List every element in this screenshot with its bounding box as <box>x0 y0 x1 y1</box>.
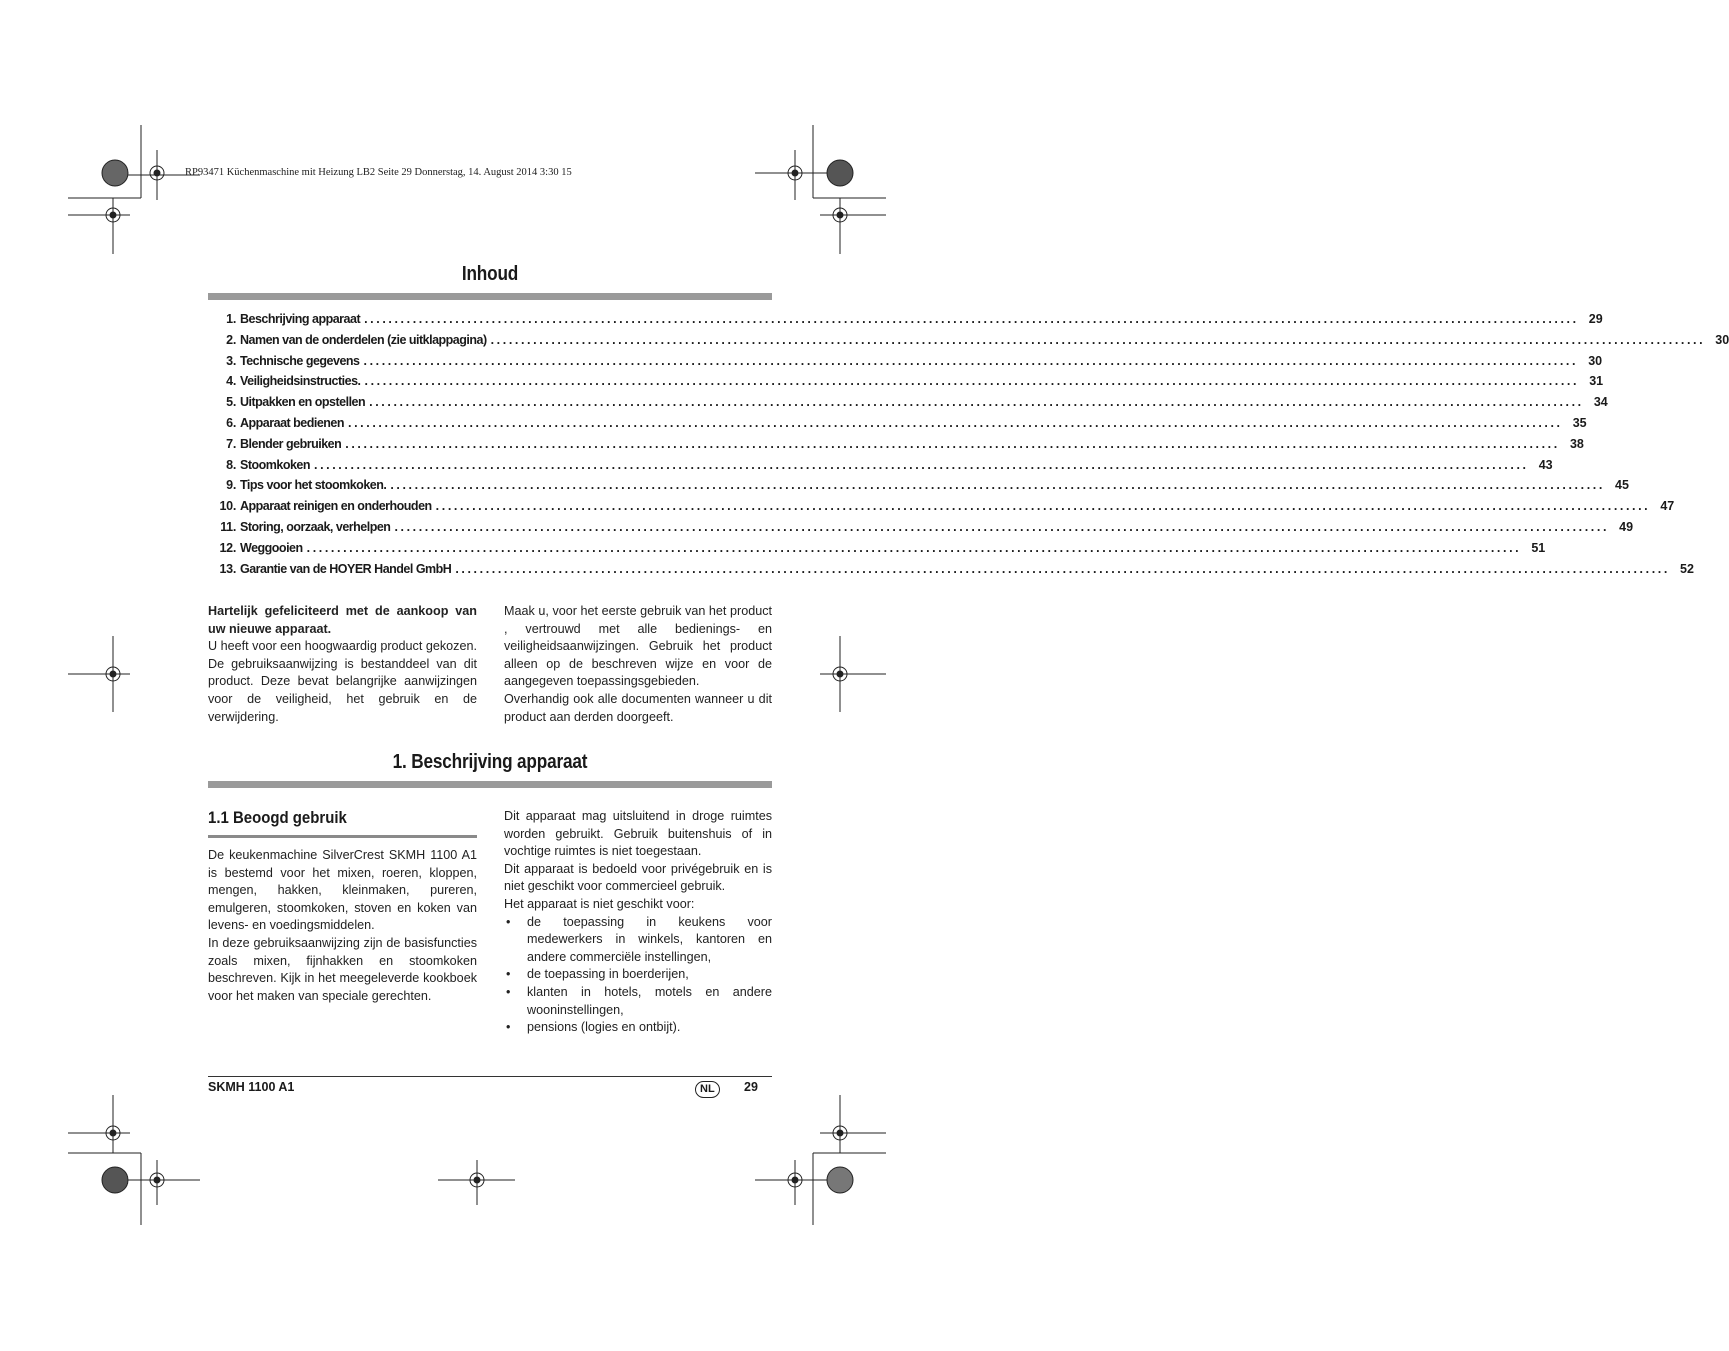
toc-title: Namen van de onderdelen (zie uitklappagina) <box>240 332 487 347</box>
toc-number: 13. <box>219 561 236 576</box>
section-left-column <box>208 847 477 1005</box>
toc-page-number: 31 <box>1589 374 1604 389</box>
intro-right-text-1: Maak u, voor het eerste gebruik van het product , vertrouwd met alle bedienings- en veiligheidsaanwijzingen. Gebruik het product alleen op de beschreven wijze en voor de aangegeven toepassingsgebieden. <box>504 604 772 689</box>
toc-number: 8. <box>226 457 236 472</box>
toc-leader-dots: ........................................................................................................................................................................................................ <box>306 540 1522 555</box>
toc-page-number: 49 <box>1619 519 1634 534</box>
toc-title: Veiligheidsinstructies. <box>240 374 361 389</box>
usage-exclusion-list <box>504 914 772 1037</box>
toc-entry <box>208 436 1584 458</box>
toc-title: Uitpakken en opstellen <box>240 395 366 410</box>
toc-entry <box>208 312 1603 333</box>
toc-title: Garantie van de HOYER Handel GmbH <box>240 561 452 576</box>
toc-page-number: 29 <box>1588 312 1603 326</box>
toc-entry <box>208 519 1634 541</box>
toc-number: 11. <box>220 519 236 534</box>
toc-leader-dots: ........................................................................................................................................................................................................ <box>314 457 1529 472</box>
toc-entry <box>208 353 1603 375</box>
intro-left-text: U heeft voor een hoogwaardig product gekozen. De gebruiksaanwijzing is bestanddeel van dit product. Deze bevat belangrijke aanwijzingen voor de veiligheid, het gebruik en de verwijdering. <box>208 639 477 724</box>
list-item: • de toepassing in keukens voor medewerkers in winkels, kantoren en andere commerciële instellingen, <box>504 914 772 967</box>
toc-page-number: 38 <box>1569 436 1584 451</box>
toc-page-number: 51 <box>1531 540 1546 555</box>
toc-number: 2. <box>226 332 236 347</box>
toc-entry <box>208 499 1675 520</box>
toc-leader-dots: ........................................................................................................................................................................................................ <box>369 395 1584 410</box>
subsection-rule <box>208 835 477 838</box>
toc-entry <box>208 457 1553 479</box>
intro-right-column <box>504 603 772 726</box>
toc-title: Beschrijving apparaat <box>240 312 361 326</box>
toc-entry <box>208 478 1629 499</box>
section-right-column <box>504 808 772 1037</box>
toc-number: 7. <box>226 436 236 451</box>
toc-page-number: 35 <box>1572 415 1587 430</box>
intro-lead: Hartelijk gefeliciteerd met de aankoop van uw nieuwe apparaat. <box>208 604 477 636</box>
toc-page-number: 43 <box>1538 457 1553 472</box>
toc-entry <box>208 374 1604 395</box>
title-bar <box>208 293 772 300</box>
toc-page-number: 47 <box>1660 499 1675 514</box>
toc-number: 10. <box>219 499 236 514</box>
toc-page-number: 30 <box>1588 353 1603 368</box>
toc-page-number: 52 <box>1680 561 1694 576</box>
toc-leader-dots: ........................................................................................................................................................................................................ <box>490 332 1706 347</box>
toc-title: Blender gebruiken <box>240 436 342 451</box>
toc-entry <box>208 561 1694 583</box>
toc-title: Storing, oorzaak, verhelpen <box>240 519 391 534</box>
section-right-text-1: Dit apparaat mag uitsluitend in droge ruimtes worden gebruikt. Gebruik buitenshuis of in vochtige ruimtes is niet toegestaan. <box>504 809 772 859</box>
list-item: • pensions (logies en ontbijt). <box>504 1019 772 1037</box>
list-item: • de toepassing in boerderijen, <box>504 966 772 984</box>
toc-entry <box>208 395 1608 416</box>
toc-number: 4. <box>226 374 236 389</box>
toc-leader-dots: ........................................................................................................................................................................................................ <box>394 519 1610 534</box>
toc-leader-dots: ........................................................................................................................................................................................................ <box>390 478 1605 493</box>
toc-title: Stoomkoken <box>240 457 311 472</box>
toc-number: 3. <box>226 353 236 368</box>
print-slug-line: RP93471 Küchenmaschine mit Heizung LB2 Seite 29 Donnerstag, 14. August 2014 3:30 15 <box>185 167 572 178</box>
table-of-contents <box>208 312 1729 582</box>
toc-leader-dots: ........................................................................................................................................................................................................ <box>363 353 1579 368</box>
subsection-title: 1.1 Beoogd gebruik <box>208 808 347 827</box>
toc-entry <box>208 415 1587 437</box>
section-left-text-2: In deze gebruiksaanwijzing zijn de basisfuncties zoals mixen, fijnhakken en stoomkoken beschreven. Kijk in het meegeleverde kookboek voor het maken van speciale gerechten. <box>208 935 477 1003</box>
toc-title: Tips voor het stoomkoken. <box>240 478 387 493</box>
list-item: • klanten in hotels, motels en andere wooninstellingen, <box>504 984 772 1019</box>
toc-page-number: 30 <box>1715 332 1729 347</box>
section-right-text-3: Het apparaat is niet geschikt voor: <box>504 896 695 911</box>
toc-title: Apparaat bedienen <box>240 415 345 430</box>
toc-number: 9. <box>226 478 236 493</box>
toc-leader-dots: ........................................................................................................................................................................................................ <box>348 415 1563 430</box>
toc-number: 5. <box>226 395 236 410</box>
toc-leader-dots: ........................................................................................................................................................................................................ <box>345 436 1560 451</box>
language-badge: NL <box>695 1081 720 1098</box>
footer-model: SKMH 1100 A1 <box>208 1080 295 1094</box>
toc-number: 1. <box>226 312 236 326</box>
toc-number: 6. <box>226 415 236 430</box>
toc-page-number: 34 <box>1593 395 1608 410</box>
section-right-text-2: Dit apparaat is bedoeld voor privégebruik en is niet geschikt voor commercieel gebruik. <box>504 861 772 894</box>
page-number: 29 <box>744 1080 758 1094</box>
toc-leader-dots: ........................................................................................................................................................................................................ <box>435 499 1651 514</box>
footer-rule <box>208 1076 772 1077</box>
toc-title: Weggooien <box>240 540 303 555</box>
toc-title: Technische gegevens <box>240 353 360 368</box>
intro-right-text-2: Overhandig ook alle documenten wanneer u dit product aan derden doorgeeft. <box>504 691 772 724</box>
section-left-text-1: De keukenmachine SilverCrest SKMH 1100 A1 is bestemd voor het mixen, roeren, kloppen, mengen, hakken, kleinmaken, pureren, emulgeren, stoomkoken, stoven en koken van levens- en voedingsmiddelen. <box>208 848 477 933</box>
toc-title: Apparaat reinigen en onderhouden <box>240 499 432 514</box>
intro-left-column <box>208 603 477 726</box>
toc-number: 12. <box>219 540 236 555</box>
toc-leader-dots: ........................................................................................................................................................................................................ <box>364 312 1579 326</box>
toc-entry <box>208 540 1546 562</box>
section-bar <box>208 781 772 788</box>
toc-entry <box>208 332 1729 354</box>
page-title: Inhoud <box>461 263 519 285</box>
section-title: 1. Beschrijving apparaat <box>392 751 588 773</box>
toc-leader-dots: ........................................................................................................................................................................................................ <box>364 374 1580 389</box>
toc-leader-dots: ........................................................................................................................................................................................................ <box>455 561 1670 576</box>
toc-page-number: 45 <box>1615 478 1629 493</box>
